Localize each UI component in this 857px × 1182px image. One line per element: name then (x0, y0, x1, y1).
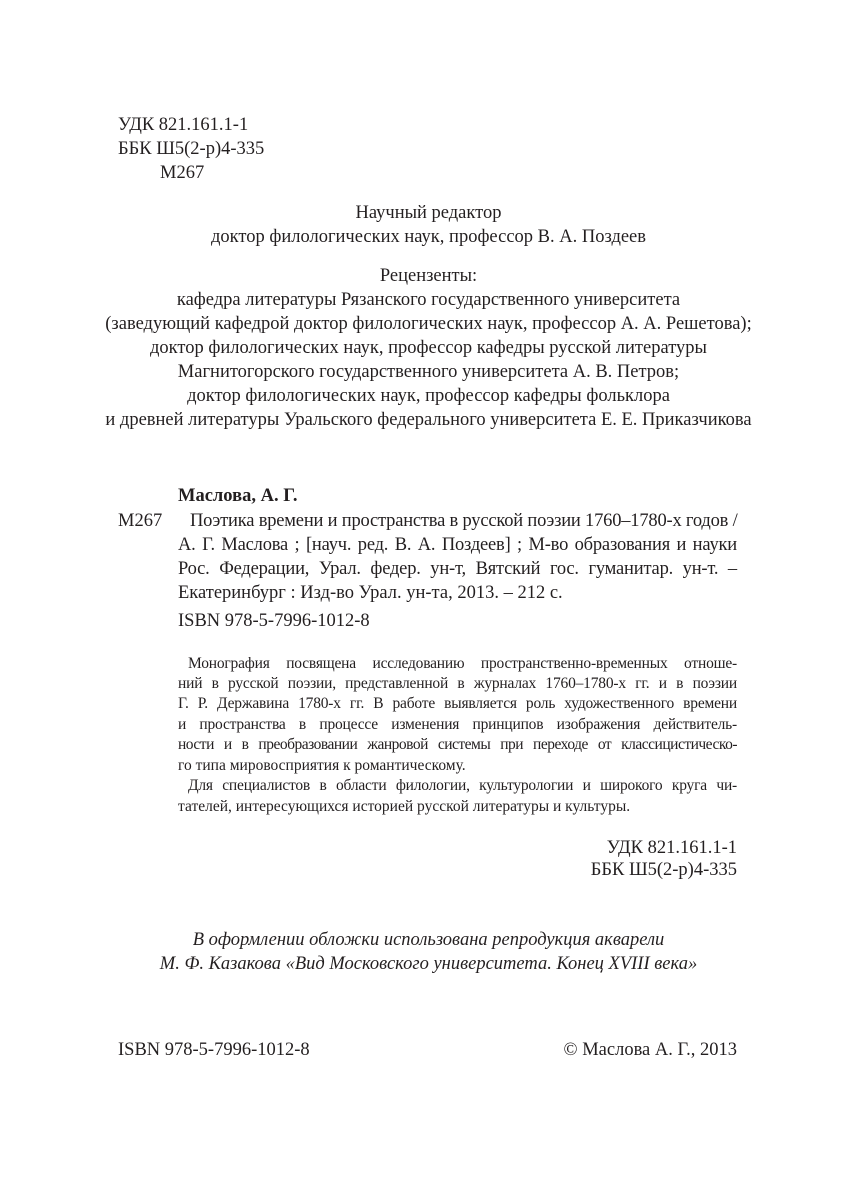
reviewer-line: (заведующий кафедрой доктор филологических наук, профессор А. А. Решетова); (105, 314, 752, 334)
udk-code: УДК 821.161.1-1 (118, 115, 249, 135)
entry-author: Маслова, А. Г. (178, 486, 298, 506)
cover-note-line: М. Ф. Казакова «Вид Московского университета. Конец XVIII века» (159, 954, 698, 974)
entry-isbn: ISBN 978-5-7996-1012-8 (178, 611, 370, 631)
abstract-line: и пространства в процессе изменения принципов изображения действитель- (178, 716, 737, 733)
abstract-line: Г. Р. Державина 1780-х гг. В работе выявляется роль художественного времени (178, 695, 737, 712)
entry-line: А. Г. Маслова ; [науч. ред. В. А. Поздеев] ; М-во образования и науки (178, 535, 737, 555)
reviewer-line: доктор филологических наук, профессор кафедры русской литературы (150, 338, 707, 358)
author-mark: М267 (160, 163, 205, 183)
copyright: © Маслова А. Г., 2013 (563, 1040, 737, 1060)
reviewer-line: кафедра литературы Рязанского государственного университета (176, 290, 681, 310)
entry-line: Рос. Федерации, Урал. федер. ун-т, Вятский гос. гуманитар. ун-т. – (178, 559, 737, 579)
entry-code: М267 (118, 511, 163, 531)
bbk-code: ББК Ш5(2-р)4-335 (590, 860, 737, 880)
bbk-code: ББК Ш5(2-р)4-335 (118, 139, 265, 159)
abstract-line: го типа мировосприятия к романтическому. (178, 757, 466, 774)
entry-line: Екатеринбург : Изд-во Урал. ун-та, 2013. – 212 с. (178, 583, 563, 603)
editor-heading: Научный редактор (355, 203, 502, 223)
abstract-line: Для специалистов в области филологии, культурологии и широкого круга чи- (188, 777, 737, 794)
footer-isbn: ISBN 978-5-7996-1012-8 (118, 1040, 310, 1060)
reviewer-line: и древней литературы Уральского федерального университета Е. Е. Приказчикова (105, 410, 752, 430)
abstract-line: ний в русской поэзии, представленной в журналах 1760–1780-х гг. и в поэзии (178, 675, 737, 692)
reviewers-heading: Рецензенты: (379, 266, 478, 286)
abstract-line: ности и в преобразовании жанровой системы при переходе от классицистическо- (178, 736, 737, 753)
udk-code: УДК 821.161.1-1 (606, 838, 737, 858)
editor-name: доктор филологических наук, профессор В. А. Поздеев (210, 227, 647, 247)
reviewer-line: доктор филологических наук, профессор кафедры фольклора (187, 386, 670, 406)
reviewer-line: Магнитогорского государственного университета А. В. Петров; (177, 362, 680, 382)
abstract-line: тателей, интересующихся историей русской литературы и культуры. (178, 798, 631, 815)
entry-line: Поэтика времени и пространства в русской поэзии 1760–1780-х годов / (190, 511, 738, 531)
abstract-line: Монография посвящена исследованию пространственно-временных отноше- (188, 655, 737, 672)
cover-note-line: В оформлении обложки использована репродукция акварели (192, 930, 665, 950)
